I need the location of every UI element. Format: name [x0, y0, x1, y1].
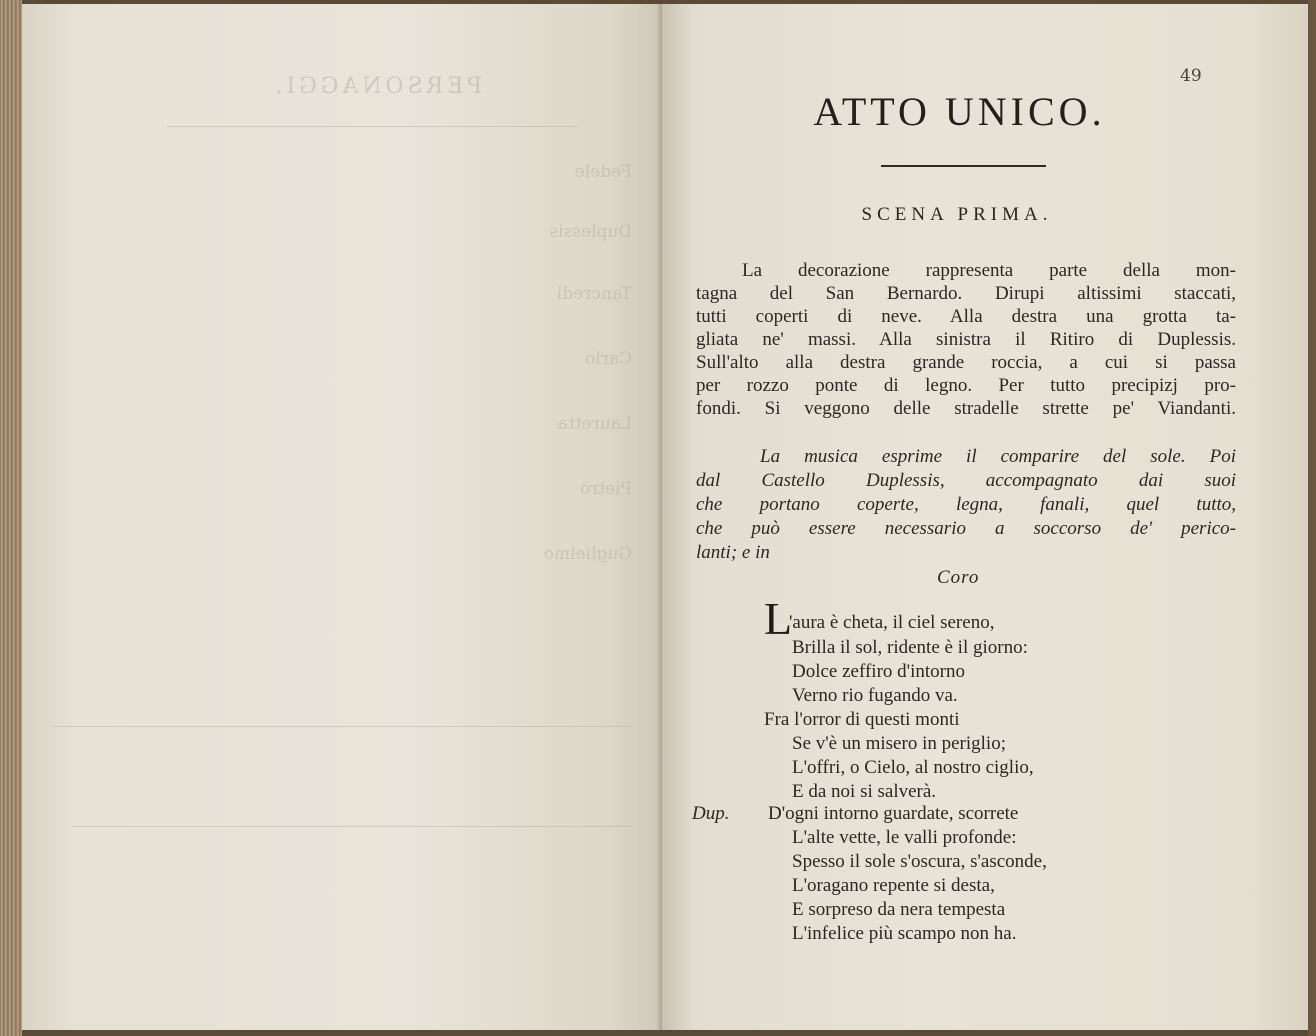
speaker-name: Dup. — [692, 803, 730, 824]
left-page — [22, 4, 662, 1030]
ghost-line: Fedele — [574, 162, 632, 182]
book-edge-right — [1308, 0, 1316, 1036]
verse-line: L'oragano repente si desta, — [792, 875, 995, 896]
description-line: La decorazione rappresenta parte della mon- — [742, 260, 1236, 281]
verse-line: E da noi si salverà. — [792, 781, 937, 802]
verse-line: Dolce zeffiro d'intorno — [792, 661, 965, 682]
book-edge-left — [0, 0, 22, 1036]
ghost-rule — [52, 726, 632, 727]
verse-line: Verno rio fugando va. — [792, 685, 958, 706]
act-title: ATTO UNICO. — [813, 89, 1106, 134]
description-line: tutti coperti di neve. Alla destra una grotta ta- — [696, 306, 1236, 327]
ghost-rule — [167, 126, 577, 127]
music-line: che portano coperte, legna, fanali, quel tutto, — [696, 494, 1236, 515]
description-line: Sull'alto alla destra grande roccia, a cui si passa — [696, 352, 1236, 373]
ghost-line: Carlo — [585, 349, 632, 369]
verse-line: L'alte vette, le valli profonde: — [792, 827, 1017, 848]
verse-line: Brilla il sol, ridente è il giorno: — [792, 637, 1028, 658]
chorus-label: Coro — [937, 567, 980, 588]
verse-line: L'infelice più scampo non ha. — [792, 923, 1017, 944]
ghost-line: Duplessis — [549, 222, 632, 242]
verse-line: Fra l'orror di questi monti — [764, 709, 960, 730]
bleed-through-text — [22, 4, 662, 1030]
ghost-line: Tancredi — [556, 284, 632, 304]
music-line: che può essere necessario a soccorso de' perico- — [696, 518, 1236, 539]
right-page — [662, 4, 1308, 1030]
ghost-line: Guglielmo — [543, 544, 632, 564]
ghost-line: Pietro — [579, 479, 632, 499]
description-line: gliata ne' massi. Alla sinistra il Ritiro di Duplessis. — [696, 329, 1236, 350]
description-line: tagna del San Bernardo. Dirupi altissimi staccati, — [696, 283, 1236, 304]
verse-line: L'offri, o Cielo, al nostro ciglio, — [792, 757, 1034, 778]
drop-cap: L — [764, 593, 793, 644]
verse-line: E sorpreso da nera tempesta — [792, 899, 1006, 920]
music-line: lanti; e in — [696, 542, 770, 563]
ghost-line: PERSONAGGI. — [271, 74, 482, 99]
title-rule — [881, 165, 1046, 167]
music-line: dal Castello Duplessis, accompagnato dai suoi — [696, 470, 1236, 491]
verse-line: Spesso il sole s'oscura, s'asconde, — [792, 851, 1047, 872]
description-line: fondi. Si veggono delle stradelle strette pe' Viandanti. — [696, 398, 1236, 419]
verse-line: 'aura è cheta, il ciel sereno, — [789, 612, 995, 633]
music-line: La musica esprime il comparire del sole. Poi — [760, 446, 1236, 467]
verse-line: D'ogni intorno guardate, scorrete — [768, 803, 1019, 824]
verse-line: Se v'è un misero in periglio; — [792, 733, 1006, 754]
description-line: per rozzo ponte di legno. Per tutto precipizj pro- — [696, 375, 1236, 396]
ghost-line: Lauretta — [557, 414, 632, 434]
page-number: 49 — [1180, 66, 1202, 86]
ghost-rule — [72, 826, 632, 827]
scene-heading: SCENA PRIMA. — [861, 204, 1053, 225]
